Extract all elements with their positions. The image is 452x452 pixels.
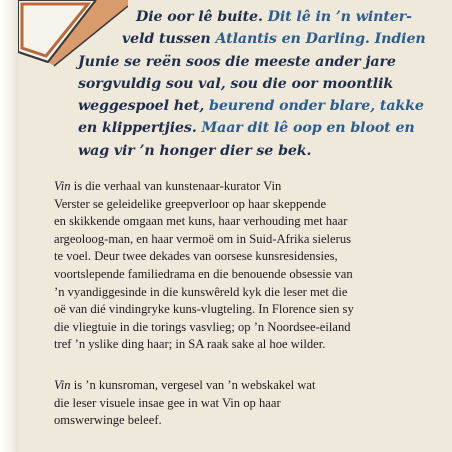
- book-back-cover: [18, 0, 452, 452]
- paragraph-line: argeoloog-man, en haar vermoë om in Suid-Afrika sielerus: [54, 231, 352, 246]
- paragraph-line: ’n vyandiggesinde in die kunswêreld kyk die leser met die: [54, 284, 348, 299]
- blurb-line: sorgvuldig sou val, sou die oor moontlik: [78, 75, 394, 92]
- paragraph-line: Vin is ’n kunsroman, vergesel van ’n webskakel wat: [54, 378, 316, 392]
- book-title: Vin: [54, 179, 71, 193]
- page-edge-shadow: [0, 0, 18, 452]
- description-paragraph: [54, 178, 446, 354]
- blurb-line: veld tussen Atlantis en Darling. Indien: [122, 31, 426, 48]
- blurb-line: en klippertjies. Maar dit lê oop en bloot en: [78, 120, 415, 137]
- paragraph-line: en skikkende omgaan met kuns, haar verhouding met haar: [54, 214, 348, 229]
- book-title: Vin: [54, 378, 71, 392]
- blurb-line: Die oor lê buite. Dit lê in ’n winter-: [136, 9, 412, 25]
- paragraph-line: omswerwinge beleef.: [54, 413, 162, 428]
- paragraph-line: te voel. Deur twee dekades van oorsese kunsresidensies,: [54, 249, 338, 264]
- description-paragraph: [54, 377, 446, 430]
- blurb-line: Junie se reën soos die meeste ander jare: [78, 53, 396, 70]
- paragraph-line: die leser visuele insae gee in wat Vin op haar: [54, 395, 281, 410]
- blurb-line: wag vir ’n honger dier se bek.: [78, 142, 312, 159]
- paragraph-line: voortslepende familiedrama en die benouende obsessie van: [54, 266, 353, 281]
- paragraph-line: Verster se geleidelike greepverloor op haar skeppende: [54, 196, 327, 211]
- blurb-line: weggespoel het, beurend onder blare, takke: [78, 98, 424, 115]
- paragraph-line: Vin is die verhaal van kunstenaar-kurator Vin: [54, 179, 282, 193]
- paragraph-line: tref ’n yslike ding haar; in SA raak sake al hoe wilder.: [54, 337, 326, 352]
- paragraph-line: die vliegtuie in die torings vasvlieg; op ’n Noordsee-eiland: [54, 319, 351, 334]
- cover-blurb: [78, 6, 448, 162]
- paragraph-line: oë van dié vindingryke kuns-vlugteling. In Florence sien sy: [54, 302, 354, 317]
